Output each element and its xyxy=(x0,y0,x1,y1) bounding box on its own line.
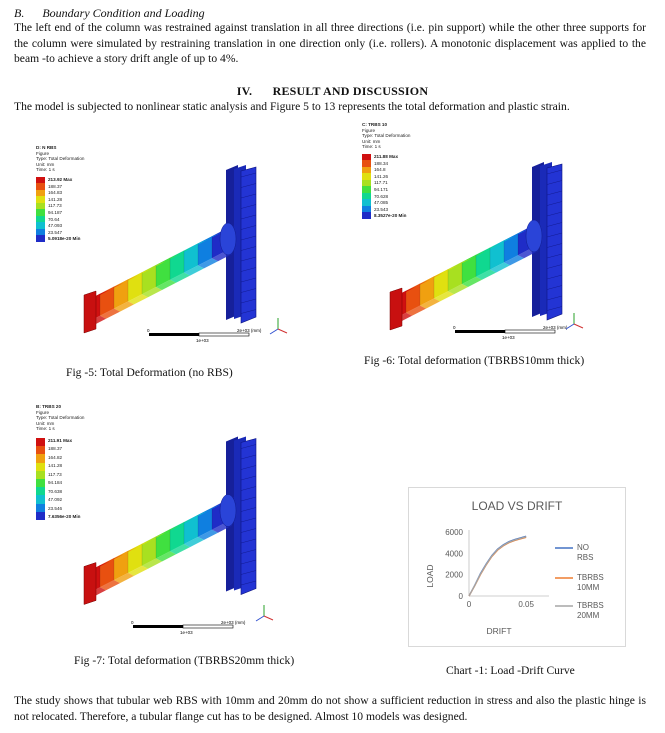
fig6-fe-model xyxy=(382,162,582,337)
scale-label-left: 0 xyxy=(131,620,134,625)
fig7-legend-line: Figure xyxy=(36,409,50,415)
fig7-value: 70.638 xyxy=(48,488,63,494)
chart-ytick-label: 4000 xyxy=(445,549,463,559)
color-swatch xyxy=(36,479,45,487)
chart-title: LOAD VS DRIFT xyxy=(471,499,563,513)
fig7-color-swatches xyxy=(36,438,45,520)
beam-end-plate xyxy=(390,288,402,330)
color-swatch xyxy=(36,438,45,446)
fig7-min-value: 7.6356e-20 Min xyxy=(48,514,81,520)
fig5-legend-line: Unit: mm xyxy=(36,161,55,167)
chart-ytick-label: 0 xyxy=(458,592,463,601)
chart-canvas xyxy=(409,488,625,646)
fig6-value: 94.171 xyxy=(374,186,389,192)
fig5-value: 70.64 xyxy=(48,216,60,222)
chart-legend-label: NO RBS xyxy=(577,543,594,562)
scale-bar-white xyxy=(199,333,249,336)
section-b-title: Boundary Condition and Loading xyxy=(42,6,205,20)
fig5-value: 141.28 xyxy=(48,196,63,202)
fig5-legend-line: Time: 1 s xyxy=(36,167,55,173)
fig5-axis-triad-icon xyxy=(266,315,290,339)
fig6-max-value: 211.88 Max xyxy=(374,153,399,159)
section-b-text: The left end of the column was restrained against translation in all three directions (i.e. pin support) while the other three supports for the column were simulated by restraining translation in one direction only (i.e. rollers). A monotonic displacement was applied to the beam -to achieve a story drift angle of up to 4%. xyxy=(14,21,646,66)
chart-xlabel: DRIFT xyxy=(486,626,512,636)
rbs-connection xyxy=(220,495,236,527)
fig6-caption: Fig -6: Total deformation (TBRBS10mm thick) xyxy=(364,354,585,367)
fig5-legend-title: D: N RBS xyxy=(36,145,57,150)
scale-label-left: 0 xyxy=(147,328,150,333)
fig5-value: 164.83 xyxy=(48,190,63,196)
fig5-value: 117.73 xyxy=(48,203,62,209)
scale-label-right: 2e+03 (mm) xyxy=(543,325,568,330)
fig6-value: 188.34 xyxy=(374,160,389,166)
section-b-heading xyxy=(14,6,205,21)
fig6-scale-bar xyxy=(450,324,568,344)
color-swatch xyxy=(36,512,45,520)
chart-series-line-3 xyxy=(469,537,526,596)
fig6-min-value: 8.3527e-20 Min xyxy=(374,213,407,219)
fig5-max-value: 213.92 Max xyxy=(48,176,73,182)
color-swatch xyxy=(36,504,45,512)
color-swatch xyxy=(36,495,45,503)
fig7-caption: Fig -7: Total deformation (TBRBS20mm thick) xyxy=(74,654,295,667)
chart-legend-label: TBRBS 10MM xyxy=(577,573,604,592)
fig6-value: 141.26 xyxy=(374,173,389,179)
fig6-legend-line: Type: Total Deformation xyxy=(362,133,411,139)
fig6-axis-triad-icon xyxy=(562,310,586,334)
fig6-legend-line: Time: 1 s xyxy=(362,144,381,150)
fig6-legend-line: Unit: mm xyxy=(362,138,381,144)
scale-label-right: 2e+03 (mm) xyxy=(221,620,246,625)
chart-legend-label: TBRBS 20MM xyxy=(577,601,604,620)
color-swatch xyxy=(362,212,371,219)
chart-ytick-label: 2000 xyxy=(445,570,463,580)
fig6-value: 23.543 xyxy=(374,206,389,212)
color-swatch xyxy=(36,454,45,462)
fig7-value: 188.37 xyxy=(48,446,63,452)
section-b-label: B. xyxy=(14,6,25,20)
fig7-legend-line: Type: Total Deformation xyxy=(36,415,85,421)
closing-text: The study shows that tubular web RBS with 10mm and 20mm do not show a sufficient reduction in stress and also the plastic hinge is not relocated. Therefore, a tubular flange cut has to be designed. Almost 10 models was designed. xyxy=(14,694,646,723)
section-iv-heading xyxy=(0,84,665,99)
fig7-value: 141.28 xyxy=(48,463,63,469)
fig7-value: 94.184 xyxy=(48,480,63,486)
fig5-value: 94.187 xyxy=(48,209,63,215)
fig5-legend-line: Type: Total Deformation xyxy=(36,156,85,162)
rbs-connection xyxy=(526,220,542,252)
chart-series-line-1 xyxy=(469,536,526,596)
fig5-value: 47.093 xyxy=(48,223,63,229)
chart-legend xyxy=(555,543,604,620)
load-drift-chart xyxy=(408,487,626,647)
rbs-connection xyxy=(220,223,236,255)
fig7-value: 117.73 xyxy=(48,471,62,477)
chart-ytick-label: 6000 xyxy=(445,528,463,537)
scale-label-left: 0 xyxy=(453,325,456,330)
fig7-legend-line: Time: 1 s xyxy=(36,426,55,432)
figure-7 xyxy=(36,404,316,644)
beam-end-plate xyxy=(84,563,96,605)
chart-ylabel: LOAD xyxy=(425,564,435,588)
fig7-max-value: 211.91 Max xyxy=(48,437,73,443)
scale-bar-black xyxy=(149,333,199,336)
chart-xtick-label: 0.05 xyxy=(518,600,534,609)
chart-lines xyxy=(469,536,526,596)
fig7-axis-triad-icon xyxy=(252,602,276,626)
fig6-color-swatches xyxy=(362,154,371,219)
fig5-value: 23.547 xyxy=(48,229,63,235)
fig5-value: 188.37 xyxy=(48,183,63,189)
section-iv-title: RESULT AND DISCUSSION xyxy=(272,84,429,98)
scale-label-mid: 1e+03 xyxy=(196,338,209,343)
color-swatch xyxy=(36,471,45,479)
scale-label-mid: 1e+03 xyxy=(180,630,193,635)
fig5-fe-model xyxy=(76,165,276,340)
fig7-value: 47.092 xyxy=(48,497,63,503)
fig5-color-swatches xyxy=(36,177,45,242)
figure-5 xyxy=(36,145,316,345)
fig6-legend-line: Figure xyxy=(362,127,376,133)
fig7-scale-bar xyxy=(128,619,246,639)
fig5-scale-bar xyxy=(144,327,262,347)
fig6-value: 117.71 xyxy=(374,180,388,186)
scale-label-right: 2e+03 (mm) xyxy=(237,328,262,333)
section-iv-text: The model is subjected to nonlinear static analysis and Figure 5 to 13 represents the total deformation and plastic strain. xyxy=(14,100,570,113)
color-swatch xyxy=(36,463,45,471)
fig7-legend-line: Unit: mm xyxy=(36,420,55,426)
chart-axes xyxy=(445,528,549,609)
scale-label-mid: 1e+03 xyxy=(502,335,515,340)
fig7-value: 23.546 xyxy=(48,505,63,511)
fig5-min-value: 5.0918e-20 Min xyxy=(48,236,81,242)
fig6-value: 47.085 xyxy=(374,200,389,206)
fig5-caption: Fig -5: Total Deformation (no RBS) xyxy=(66,366,233,379)
fig7-value: 164.82 xyxy=(48,454,63,460)
fig7-legend-title: B: TRBS 20 xyxy=(36,404,62,409)
section-iv-number: IV. xyxy=(236,84,253,98)
fig6-value: 70.628 xyxy=(374,193,389,199)
color-swatch xyxy=(36,446,45,454)
chart-series-line-2 xyxy=(469,537,526,596)
fig6-value: 164.8 xyxy=(374,167,386,173)
fig7-fe-model xyxy=(76,434,276,614)
color-swatch xyxy=(36,487,45,495)
color-swatch xyxy=(36,235,45,242)
chart-caption: Chart -1: Load -Drift Curve xyxy=(446,664,575,677)
fig5-legend-line: Figure xyxy=(36,150,50,156)
fig6-legend-title: C: TRBS 10 xyxy=(362,122,388,127)
chart-xtick-label: 0 xyxy=(466,600,472,609)
beam-end-plate xyxy=(84,291,96,333)
figure-6 xyxy=(362,122,652,347)
